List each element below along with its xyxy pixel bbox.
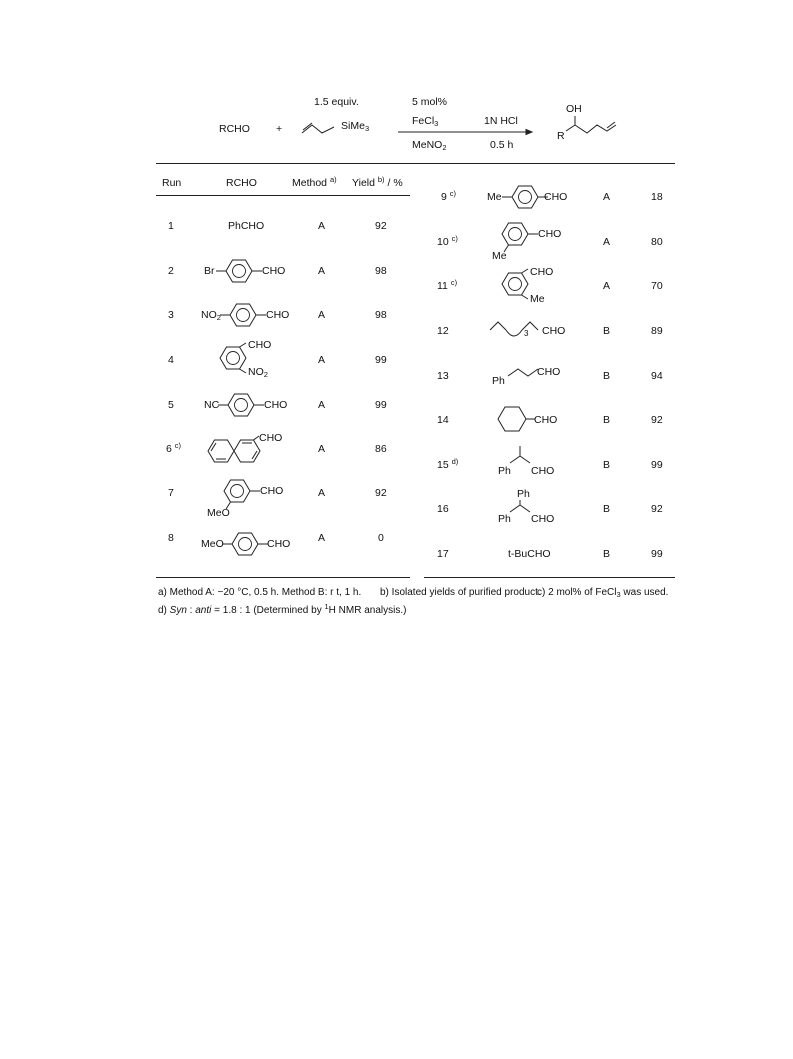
substituent-top: Ph — [517, 488, 530, 500]
run-number: 3 — [168, 309, 174, 321]
run-number: 10 $^{c)}$ — [437, 234, 458, 248]
table-bottom-rule-right — [424, 577, 675, 578]
yield-value: 18 — [651, 191, 663, 203]
yield-value: 89 — [651, 325, 663, 337]
substituent-right: CHO — [264, 399, 288, 411]
footnote-b: b) Isolated yields of purified product. — [380, 587, 541, 598]
method-value: A — [318, 487, 326, 499]
reaction-arrow — [398, 128, 533, 136]
substituent-left: Ph — [498, 465, 511, 477]
header-rcho: RCHO — [226, 177, 257, 189]
run-number: 11 $^{c)}$ — [437, 278, 458, 292]
yield-value: 94 — [651, 370, 663, 382]
footnote-d: d) Syn : anti = 1.8 : 1 (Determined by $^1$H NMR analysis.) — [158, 602, 407, 616]
reactant-aldehyde: RCHO — [219, 123, 250, 135]
yield-value: 92 — [375, 220, 387, 232]
method-value: B — [603, 325, 611, 337]
para-benzene-ring — [220, 531, 272, 557]
substituent-right: CHO — [542, 325, 566, 337]
alkyl-chain — [488, 316, 544, 338]
para-benzene-ring — [214, 258, 266, 284]
method-value: A — [318, 399, 326, 411]
yield-value: 99 — [375, 399, 387, 411]
substituent-bottom: MeO — [207, 507, 230, 519]
run-number: 7 — [168, 487, 174, 499]
header-bottom-rule — [156, 195, 410, 196]
yield-value: 98 — [375, 309, 387, 321]
method-value: A — [318, 265, 326, 277]
product-oh-label: OH — [566, 103, 582, 115]
method-value: A — [318, 354, 326, 366]
method-value: A — [318, 309, 326, 321]
footnote-a: a) Method A: −20 °C, 0.5 h. Method B: r t, 1 h. — [158, 587, 362, 598]
allylsilane-label: SiMe$_3$ — [341, 120, 370, 133]
yield-value: 70 — [651, 280, 663, 292]
substituent-left: Me — [487, 191, 502, 203]
run-number: 2 — [168, 265, 174, 277]
plus-sign: + — [276, 123, 283, 135]
substituent-right: CHO — [262, 265, 286, 277]
method-value: A — [603, 236, 611, 248]
run-number: 13 — [437, 370, 449, 382]
yield-value: 99 — [651, 459, 663, 471]
substituent-left: $NO_2$ — [201, 309, 221, 322]
substituent-right: CHO — [267, 538, 291, 550]
run-number: 16 — [437, 503, 449, 515]
substituent-bottom: Me — [492, 250, 507, 262]
method-value: B — [603, 370, 611, 382]
header-method: Method $^{a)}$ — [292, 175, 337, 189]
table-top-rule — [156, 163, 675, 164]
time-label: 0.5 h — [490, 139, 514, 151]
yield-value: 92 — [651, 414, 663, 426]
substituent-right: CHO — [544, 191, 568, 203]
yield-value: 98 — [375, 265, 387, 277]
yield-value: 99 — [375, 354, 387, 366]
substrate-label: PhCHO — [228, 220, 265, 232]
yield-value: 86 — [375, 443, 387, 455]
run-number: 12 — [437, 325, 449, 337]
substituent-top: CHO — [248, 339, 272, 351]
run-number: 6 $^{c)}$ — [166, 441, 182, 455]
substituent-right: CHO — [537, 366, 561, 378]
method-value: A — [318, 443, 326, 455]
yield-value: 92 — [651, 503, 663, 515]
method-value: A — [318, 220, 326, 232]
header-yield: Yield $^{b)}$ / % — [352, 175, 403, 189]
substituent-right: CHO — [531, 513, 555, 525]
substituent-left: Ph — [498, 513, 511, 525]
workup-label: 1N HCl — [484, 115, 518, 127]
header-run: Run — [162, 177, 182, 189]
substituent-right: CHO — [538, 228, 562, 240]
method-value: A — [603, 280, 611, 292]
substituent-bottom: $NO_2$ — [248, 366, 268, 379]
method-value: B — [603, 503, 611, 515]
substituent-top: CHO — [530, 266, 554, 278]
substituent-right: CHO — [260, 485, 284, 497]
substituent-left: MeO — [201, 538, 224, 550]
substituent-right: CHO — [266, 309, 290, 321]
allyl-equiv-label: 1.5 equiv. — [314, 96, 359, 108]
homoallylic-alcohol-structure — [563, 113, 621, 139]
substituent-right: CHO — [531, 465, 555, 477]
run-number: 17 — [437, 548, 449, 560]
para-benzene-ring — [218, 302, 270, 328]
substrate-label: t-BuCHO — [508, 548, 551, 560]
substituent-left: NC — [204, 399, 220, 411]
alkyl-chain — [506, 364, 540, 382]
substituent-right: CHO — [534, 414, 558, 426]
run-number: 14 — [437, 414, 449, 426]
table-bottom-rule-left — [156, 577, 410, 578]
run-number: 4 — [168, 354, 174, 366]
solvent-label: MeNO$_2$ — [412, 139, 447, 152]
substituent-bottom: Me — [530, 293, 545, 305]
method-value: B — [603, 414, 611, 426]
method-value: B — [603, 548, 611, 560]
yield-value: 92 — [375, 487, 387, 499]
yield-value: 80 — [651, 236, 663, 248]
naphthalene-ring — [204, 436, 266, 466]
run-number: 15 $^{d)}$ — [437, 457, 459, 471]
product-r-label: R — [557, 130, 565, 142]
allylsilane-structure — [300, 115, 340, 140]
method-value: B — [603, 459, 611, 471]
para-benzene-ring — [216, 392, 268, 418]
yield-value: 99 — [651, 548, 663, 560]
substituent-left: Ph — [492, 375, 505, 387]
method-value: A — [603, 191, 611, 203]
catalyst-amount-label: 5 mol% — [412, 96, 448, 108]
run-number: 5 — [168, 399, 174, 411]
cyclohexane-ring — [495, 405, 539, 435]
method-value: A — [318, 532, 326, 544]
run-number: 9 $^{c)}$ — [441, 189, 457, 203]
run-number: 8 — [168, 532, 174, 544]
catalyst-label: FeCl$_3$ — [412, 115, 439, 128]
substituent-left: Br — [204, 265, 215, 277]
run-number: 1 — [168, 220, 174, 232]
yield-value: 0 — [378, 532, 384, 544]
chain-repeat-count: 3 — [524, 329, 529, 338]
substituent-right: CHO — [259, 432, 283, 444]
footnote-c: c) 2 mol% of FeCl$_3$ was used. — [537, 587, 669, 599]
